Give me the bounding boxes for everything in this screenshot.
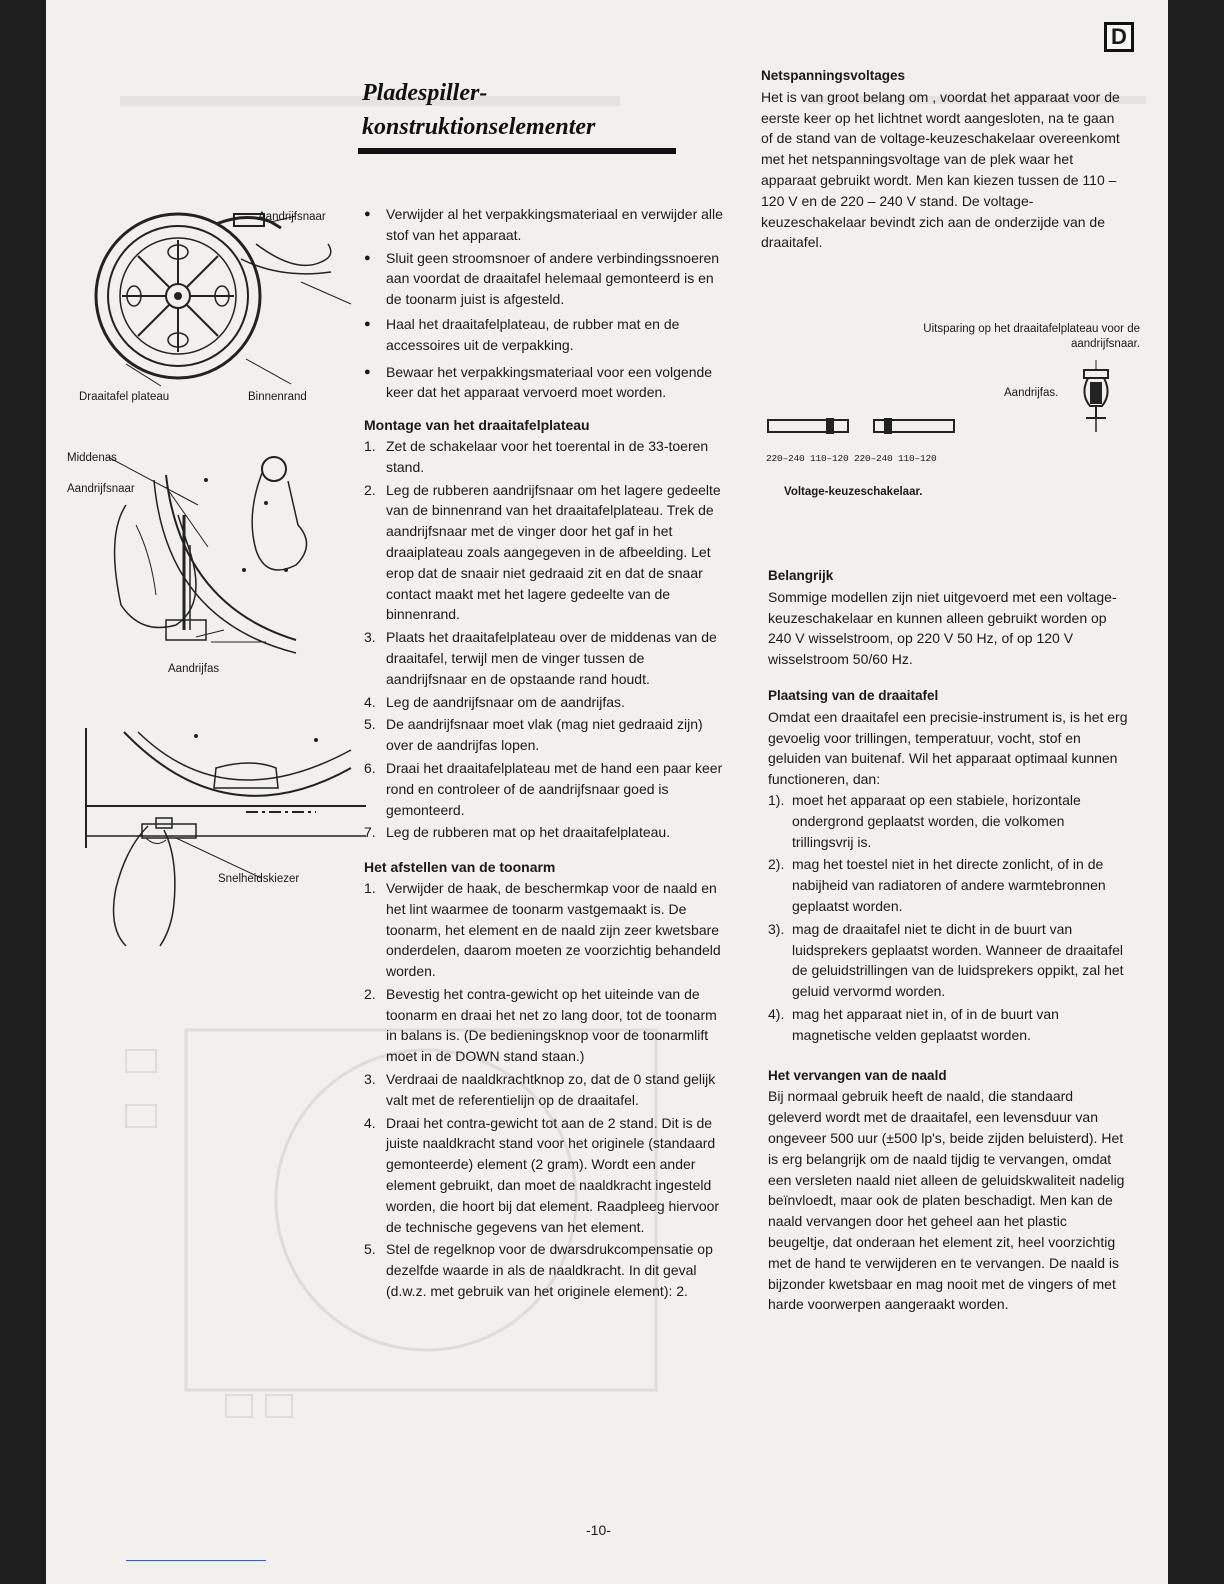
label-aandrijfsnaar-top: Aandrijfsnaar	[258, 211, 326, 223]
label-draaitafel-plateau: Draaitafel plateau	[79, 391, 170, 403]
plaatsing-item	[768, 854, 1128, 916]
item-number: 4).	[768, 1005, 785, 1022]
netspanning-heading: Netspanningsvoltages	[761, 68, 906, 83]
montage-step	[364, 480, 726, 626]
label-aandrijfas: Aandrijfas	[168, 663, 220, 675]
step-text: Leg de aandrijfsnaar om de aandrijfas.	[386, 693, 625, 710]
intro-bullet: ● Sluit geen stroomsnoer of andere verbindingssnoeren aan voordat de draaitafel helemaal gemonteerd is en de toonarm juist is afgesteld.	[364, 248, 726, 310]
step-number: 1.	[364, 437, 376, 454]
intro-bullet-list	[364, 204, 726, 403]
step-number: 7.	[364, 824, 376, 841]
step-number: 1.	[364, 879, 376, 896]
voltage-switch-drawing	[768, 418, 968, 438]
netspanning-section	[761, 66, 1121, 253]
montage-step	[364, 692, 726, 713]
drive-shaft-drawing	[1066, 360, 1126, 440]
page-number: -10-	[586, 1522, 611, 1538]
item-number: 2).	[768, 856, 785, 873]
montage-step	[364, 714, 726, 756]
intro-bullet: ● Haal het draaitafelplateau, de rubber mat en de accessoires uit de verpakking.	[364, 314, 726, 356]
intro-bullet: ● Verwijder al het verpakkingsmateriaal en verwijder alle stof van het apparaat.	[364, 204, 726, 246]
speed-selector-illustration	[86, 728, 366, 948]
toonarm-step	[364, 1069, 726, 1111]
switch-caption-line2: aandrijfsnaar.	[1070, 338, 1140, 350]
step-number: 4.	[364, 1114, 376, 1131]
step-number: 3.	[364, 629, 376, 646]
montage-step	[364, 627, 726, 689]
label-aandrijfsnaar-mid: Aandrijfsnaar	[67, 483, 135, 495]
platter-illustration	[66, 204, 366, 404]
middle-column	[364, 204, 726, 1304]
step-text: Verdraai de naaldkrachtknop zo, dat de 0 stand gelijk valt met de referentielijn op de draaitafel.	[386, 1071, 716, 1108]
title-rule	[358, 148, 676, 154]
plaatsing-heading: Plaatsing van de draaitafel	[768, 687, 939, 703]
step-number: 6.	[364, 759, 376, 776]
montage-step	[364, 758, 726, 820]
step-text: De aandrijfsnaar moet vlak (mag niet gedraaid zijn) over de aandrijfas lopen.	[386, 716, 703, 754]
step-text: Verwijder de haak, de beschermkap voor de naald en het lint waarmee de toonarm vastgemaakt is. De toonarm, het element en de naald zijn zeer kwetsbare onderdelen, daarom moeten ze voorzichtig behandeld worden.	[386, 879, 721, 980]
toonarm-steps	[364, 878, 726, 1302]
step-number: 4.	[364, 693, 376, 710]
document-page	[46, 0, 1168, 1584]
item-text: mag de draaitafel niet te dicht in de buurt van luidsprekers geplaatst worden. Wanneer de draaitafel de geluidstrillingen van de luidsprekers oppikt, zal het geluid vervormd worden.	[792, 920, 1124, 1000]
right-column-lower	[768, 566, 1128, 1315]
step-text: Bevestig het contra-gewicht op het uiteinde van de toonarm en draai het net zo lang door, tot de toonarm in balans is. (De bedieningsknop voor de toonarmlift moet in de DOWN stand staan.)	[386, 985, 717, 1065]
item-number: 3).	[768, 920, 785, 937]
plaatsing-item	[768, 1004, 1128, 1046]
step-text: Leg de rubberen mat op het draaitafelplateau.	[386, 824, 671, 841]
step-text: Draai het draaitafelplateau met de hand een paar keer rond en controleer of de aandrijfsnaar goed is gemonteerd.	[386, 759, 723, 818]
netspanning-text: Het is van groot belang om , voordat het apparaat voor de eerste keer op het lichtnet wordt aangesloten, na te gaan of de stand van de voltage-keuzeschakelaar overeenkomt met het netspanningsvoltage van de plek waar het apparaat gebruikt wordt. Men kan kiezen tussen de 110 – 120 V en de 220 – 240 V stand. De voltage-keuzeschakelaar bevindt zich aan de onderzijde van de draaitafel.	[761, 88, 1120, 251]
plaatsing-item	[768, 790, 1128, 852]
belangrijk-heading: Belangrijk	[768, 568, 834, 583]
page-title-line1: Pladespiller-	[362, 80, 488, 106]
label-snelheidskiezer: Snelheidskiezer	[218, 873, 300, 885]
page-title	[362, 76, 682, 144]
montage-steps	[364, 436, 726, 843]
toonarm-step	[364, 1113, 726, 1238]
toonarm-step	[364, 878, 726, 982]
step-text: Zet de schakelaar voor het toerental in de 33-toeren stand.	[386, 437, 709, 475]
switch-caption-line1: Uitsparing op het draaitafelplateau voor de	[923, 323, 1140, 335]
step-text: Stel de regelknop voor de dwarsdrukcompensatie op dezelfde waarde in als de naaldkracht. In dit geval (d.w.z. met gebruik van het originele element): 2.	[386, 1241, 713, 1300]
switch-caption	[923, 322, 1140, 352]
step-text: Plaats het draaitafelplateau over de middenas van de draaitafel, terwijl men de vinger tussen de aandrijfsnaar en de opstaande rand houdt.	[386, 629, 717, 687]
item-text: mag het apparaat niet in, of in de buurt van magnetische velden geplaatst worden.	[792, 1005, 1059, 1043]
plaatsing-intro: Omdat een draaitafel een precisie-instrument is, is het erg gevoelig voor trillingen, temperatuur, vocht, stof en geluiden van buitenaf. Wil het apparaat optimaal kunnen functioneren, dan:	[768, 708, 1128, 788]
label-binnenrand: Binnenrand	[248, 391, 307, 403]
montage-step	[364, 822, 726, 843]
voltage-selector-figure	[766, 318, 1146, 508]
montage-step	[364, 436, 726, 478]
montage-heading: Montage van het draaitafelplateau	[364, 417, 590, 434]
toonarm-heading: Het afstellen van de toonarm	[364, 859, 556, 876]
footer-link-underline	[126, 1560, 266, 1561]
plaatsing-item	[768, 919, 1128, 1002]
step-number: 3.	[364, 1071, 376, 1088]
item-text: mag het toestel niet in het directe zonlicht, of in de nabijheid van radiatoren of andere warmtebronnen geplaatst worden.	[792, 856, 1106, 914]
label-middenas: Middenas	[67, 452, 117, 464]
voltage-selector-title: Voltage-keuzeschakelaar.	[784, 486, 923, 498]
plaatsing-list	[768, 790, 1128, 1046]
toonarm-step	[364, 984, 726, 1067]
page-title-line2: konstruktionselementer	[362, 114, 596, 140]
step-number: 5.	[364, 716, 376, 733]
step-number: 5.	[364, 1241, 376, 1258]
step-number: 2.	[364, 985, 376, 1002]
toonarm-step	[364, 1239, 726, 1301]
item-text: moet het apparaat op een stabiele, horizontale ondergrond geplaatst worden, die volkomen trillingsvrij is.	[792, 791, 1081, 850]
step-number: 2.	[364, 481, 376, 498]
language-badge: D	[1104, 22, 1134, 52]
belangrijk-text: Sommige modellen zijn niet uitgevoerd met een voltage-keuzeschakelaar en kunnen alleen gebruikt worden op 240 V wisselstroom, op 220 V 50 Hz, of op 120 V wisselstroom 50/60 Hz.	[768, 588, 1117, 668]
voltage-tick-labels: 220–240 110–120 220–240 110–120	[766, 453, 937, 464]
naald-heading: Het vervangen van de naald	[768, 1067, 947, 1083]
item-number: 1).	[768, 791, 785, 808]
naald-text: Bij normaal gebruik heeft de naald, die standaard geleverd wordt met de draaitafel, een levensduur van ongeveer 500 uur (±500 lp's, beide zijden beluisterd). Het is erg belangrijk om de naald tijdig te vervangen, omdat een versleten naald niet alleen de geluidskwaliteit nadelig beïnvloedt, maar ook de platen beschadigt. Men kan de naald vervangen door het geheel aan het plastic beugeltje, dat onderaan het element zit, heel voorzichtig met de hand te verwijderen en te vervangen. De naald is bijzonder kwetsbaar en mag nooit met de vingers of met harde voorwerpen aangeraakt worden.	[768, 1088, 1125, 1313]
intro-bullet: ● Bewaar het verpakkingsmateriaal voor een volgende keer dat het apparaat vervoerd moet worden.	[364, 362, 726, 404]
step-text: Leg de rubberen aandrijfsnaar om het lagere gedeelte van de binnenrand van het draaitafelplateau. Trek de aandrijfsnaar met de vinger door het gaf in het draaiplateau zoals aangegeven in de afbeelding. Let erop dat de snaair niet gedraaid zit en dat de snaar contact maakt met het lagere gedeelte van de binnenrand.	[386, 481, 721, 623]
step-text: Draai het contra-gewicht tot aan de 2 stand. Dit is de juiste naaldkracht stand voor het originele (standaard gemonteerde) element (2 gram). Wordt een ander element gebruikt, dan moet de naaldkracht ingesteld worden, die hoort bij dat element. Raadpleeg hiervoor de technische gegevens van het element.	[386, 1114, 720, 1235]
switch-aandrijfas-label: Aandrijfas.	[1004, 387, 1059, 399]
